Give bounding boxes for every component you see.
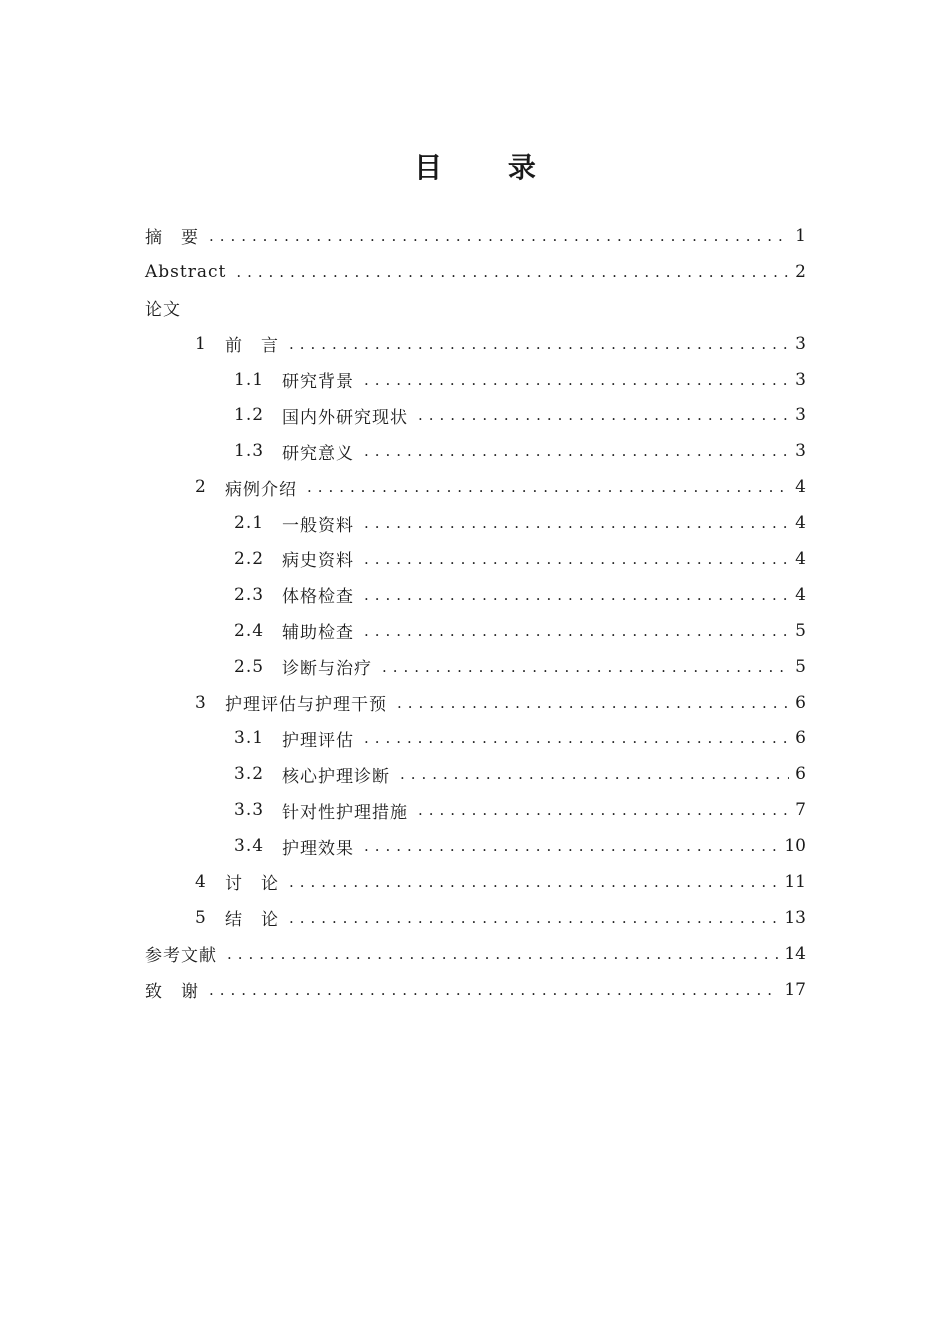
toc-entry-content [234, 511, 950, 536]
toc-entry-number: 3.1 [234, 728, 265, 749]
toc-dot-leader [289, 909, 778, 927]
toc-dot-leader [418, 801, 789, 819]
toc-dot-leader [307, 478, 789, 496]
toc-entry[interactable] [0, 218, 950, 254]
toc-entry-page-number: 3 [795, 369, 806, 390]
toc-entry-page-number: 11 [784, 871, 806, 892]
toc-entry[interactable] [0, 397, 950, 433]
toc-entry-page-number: 4 [795, 584, 806, 605]
toc-entry-number: 5 [195, 907, 207, 928]
toc-entry-page-number: 4 [795, 477, 806, 498]
toc-title: 目 录 [414, 151, 564, 184]
toc-entry[interactable] [0, 469, 950, 505]
toc-entry-number: 2.2 [234, 548, 265, 569]
toc-entry-label: 参考文献 [145, 946, 217, 967]
toc-entry-label: 病例介绍 [225, 479, 297, 500]
toc-entry-content [195, 905, 950, 930]
toc-entry-content [234, 762, 950, 787]
toc-entry-label: 国内外研究现状 [282, 407, 408, 428]
toc-dot-leader [364, 586, 789, 604]
toc-entry-content [234, 403, 950, 428]
toc-entry[interactable] [0, 828, 950, 864]
toc-dot-leader [236, 263, 789, 281]
toc-entry-content [145, 262, 950, 282]
toc-entry-page-number: 6 [795, 692, 806, 713]
toc-entry[interactable] [0, 505, 950, 541]
toc-entry-number: 2 [195, 477, 207, 498]
toc-entry-label: 辅助检查 [282, 623, 354, 644]
toc-entry-page-number: 7 [795, 800, 806, 821]
toc-entry-content [234, 654, 950, 679]
toc-dot-leader [209, 227, 789, 245]
toc-dot-leader [364, 622, 789, 640]
toc-dot-leader [364, 371, 789, 389]
toc-entry-number: 4 [195, 871, 207, 892]
toc-entry-label: 前 言 [225, 336, 279, 357]
toc-entry-number: 1.3 [234, 441, 265, 462]
toc-entry[interactable] [0, 541, 950, 577]
toc-entry-label: 结 论 [225, 910, 279, 931]
toc-entry[interactable] [0, 613, 950, 649]
toc-list [0, 218, 950, 1008]
toc-entry-content [234, 439, 950, 464]
toc-dot-leader [227, 945, 778, 963]
toc-entry-number: 3 [195, 692, 207, 713]
toc-entry[interactable] [0, 254, 950, 290]
toc-dot-leader [382, 658, 789, 676]
toc-entry-content [234, 834, 950, 859]
toc-entry-label: 摘 要 [145, 228, 199, 249]
toc-entry-content [145, 941, 950, 966]
toc-dot-leader [400, 765, 789, 783]
toc-dot-leader [209, 981, 778, 999]
toc-entry-page-number: 6 [795, 764, 806, 785]
toc-entry-number: 2.3 [234, 584, 265, 605]
toc-entry-content [145, 223, 950, 248]
toc-entry[interactable] [0, 756, 950, 792]
toc-entry-label: 针对性护理措施 [282, 802, 408, 823]
toc-dot-leader [364, 729, 789, 747]
toc-entry-page-number: 4 [795, 513, 806, 534]
toc-entry-page-number: 6 [795, 728, 806, 749]
toc-entry-content [195, 869, 950, 894]
toc-entry[interactable] [0, 900, 950, 936]
toc-entry-label: 研究意义 [282, 443, 354, 464]
toc-entry-page-number: 3 [795, 441, 806, 462]
toc-entry-page-number: 5 [795, 620, 806, 641]
toc-dot-leader [364, 550, 789, 568]
toc-dot-leader [397, 694, 789, 712]
toc-entry-label: 研究背景 [282, 372, 354, 392]
toc-entry-page-number: 3 [795, 333, 806, 354]
toc-dot-leader [289, 873, 778, 891]
toc-entry-content [195, 475, 950, 500]
toc-entry-number: 2.1 [234, 513, 265, 534]
toc-entry-number: 3.3 [234, 800, 265, 821]
toc-entry-page-number: 5 [795, 656, 806, 677]
toc-entry[interactable] [0, 972, 950, 1008]
toc-entry-page-number: 2 [795, 261, 806, 282]
toc-dot-leader [418, 406, 789, 424]
toc-entry-page-number: 17 [784, 979, 806, 1000]
toc-entry-number: 2.4 [234, 620, 265, 641]
toc-entry-content [145, 977, 950, 1002]
toc-entry-label: 诊断与治疗 [282, 659, 372, 680]
toc-entry-label: 一般资料 [282, 515, 354, 536]
toc-entry[interactable] [0, 290, 950, 326]
toc-entry[interactable] [0, 326, 950, 362]
toc-entry-content [234, 582, 950, 607]
toc-entry-page-number: 1 [795, 225, 806, 246]
toc-dot-leader [364, 514, 789, 532]
toc-entry-content [234, 618, 950, 643]
toc-entry-content [234, 546, 950, 571]
toc-entry[interactable] [0, 720, 950, 756]
toc-entry-page-number: 13 [784, 907, 806, 928]
toc-entry[interactable] [0, 685, 950, 721]
toc-entry-label: Abstract [145, 261, 227, 282]
toc-entry-label: 讨 论 [225, 874, 279, 895]
toc-entry-label: 核心护理诊断 [282, 766, 390, 787]
toc-entry-number: 1 [195, 333, 207, 354]
toc-entry-content [145, 295, 950, 320]
toc-entry-number: 2.5 [234, 656, 265, 677]
toc-entry[interactable] [0, 864, 950, 900]
toc-entry-label: 致 谢 [145, 982, 199, 1003]
toc-entry-number: 3.2 [234, 764, 265, 785]
toc-dot-leader [364, 837, 778, 855]
toc-entry-label: 护理评估 [282, 730, 354, 751]
toc-entry-label: 护理评估与护理干预 [225, 695, 387, 716]
toc-entry-page-number: 3 [795, 405, 806, 426]
toc-entry-page-number: 10 [784, 836, 806, 857]
toc-entry[interactable] [0, 936, 950, 972]
toc-dot-leader [289, 335, 789, 353]
toc-entry-number: 1.2 [234, 405, 265, 426]
toc-entry-content [234, 367, 950, 392]
toc-entry[interactable] [0, 792, 950, 828]
toc-dot-leader [364, 442, 789, 460]
toc-entry-content [234, 798, 950, 823]
toc-entry-label: 体格检查 [282, 587, 354, 608]
toc-entry-label: 论文 [145, 300, 181, 321]
toc-entry-label: 护理效果 [282, 838, 354, 859]
toc-entry[interactable] [0, 649, 950, 685]
toc-entry-number: 3.4 [234, 836, 265, 857]
toc-entry-page-number: 14 [784, 943, 806, 964]
toc-entry-label: 病史资料 [282, 551, 354, 572]
toc-entry[interactable] [0, 577, 950, 613]
toc-entry[interactable] [0, 433, 950, 469]
toc-entry-content [234, 726, 950, 751]
toc-entry[interactable] [0, 362, 950, 398]
toc-entry-number: 1.1 [234, 369, 265, 390]
toc-entry-content [195, 690, 950, 715]
toc-entry-page-number: 4 [795, 548, 806, 569]
toc-entry-content [195, 331, 950, 356]
